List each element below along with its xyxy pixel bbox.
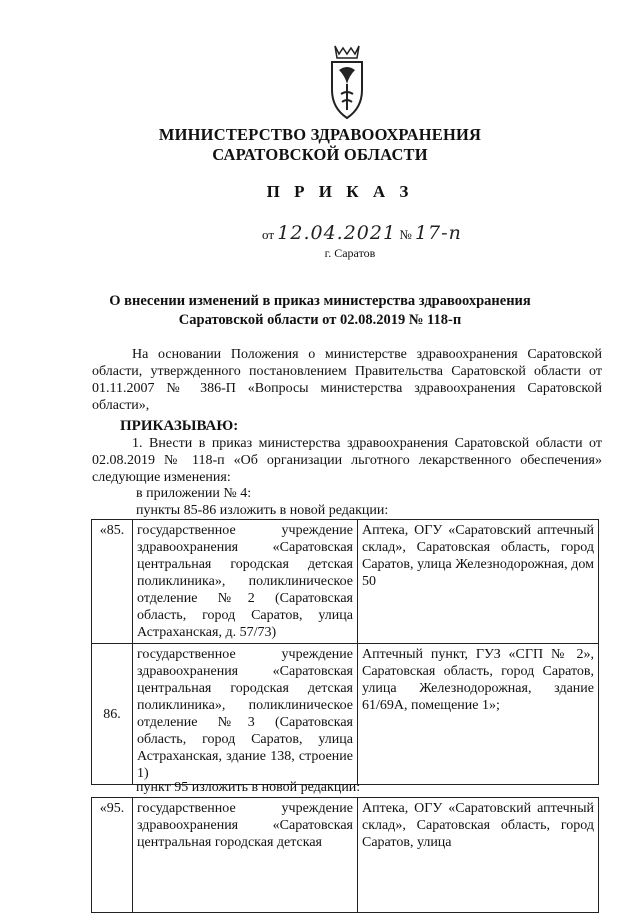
order-subject xyxy=(0,292,640,330)
number-prefix: № xyxy=(399,227,412,242)
item-1-text: 1. Внести в приказ министерства здравоохранения Саратовской области от 02.08.2019 № 118-п «Об организации льготного лекарственного обеспечения» следующие изменения: xyxy=(92,436,602,485)
table-row xyxy=(92,798,599,913)
ministry-name xyxy=(0,125,640,165)
points-85-86-line: пункты 85-86 изложить в новой редакции: xyxy=(136,503,389,518)
row-number: «95. xyxy=(92,798,133,913)
city: г. Саратов xyxy=(324,246,376,260)
handwritten-date: 12.04.2021 xyxy=(277,222,397,244)
basis-text: На основании Положения о министерстве здравоохранения Саратовской области, утвержденного постановлением Правительства Саратовской области от 01.11.2007 № 386-П «Вопросы министерства здравоохранения Саратовской области», xyxy=(92,347,602,413)
item-1-paragraph xyxy=(92,435,602,486)
subject-line-2: Саратовской области от 02.08.2019 № 118-п xyxy=(178,312,462,328)
order-word: ПРИКАЗЫВАЮ: xyxy=(120,418,239,434)
pharmacy-cell: Аптека, ОГУ «Саратовский аптечный склад», Саратовская область, город Саратов, улица Железнодорожная, дом 50 xyxy=(358,520,599,644)
table-row xyxy=(92,520,599,644)
ministry-line-2: САРАТОВСКОЙ ОБЛАСТИ xyxy=(212,145,428,164)
order-date-line xyxy=(262,222,462,244)
row-number: «85. xyxy=(92,520,133,644)
handwritten-number: 17-п xyxy=(414,222,462,244)
ministry-line-1: МИНИСТЕРСТВО ЗДРАВООХРАНЕНИЯ xyxy=(158,125,482,144)
row-number: 86. xyxy=(92,644,133,785)
institution-cell: государственное учреждение здравоохранения «Саратовская центральная городская детская xyxy=(133,798,358,913)
emblem-icon xyxy=(327,40,367,124)
table-row xyxy=(92,644,599,785)
pharmacy-table-95 xyxy=(91,797,599,913)
institution-cell: государственное учреждение здравоохранения «Саратовская центральная городская детская поликлиника», поликлиническое отделение №3 (Саратовская область, город Саратов, улица Астраханская, здание 138, строение 1) xyxy=(133,644,358,785)
pharmacy-cell: Аптечный пункт, ГУЗ «СГП № 2», Саратовская область, город Саратов, улица Железнодорожная, здание 61/69А, помещение 1»; xyxy=(358,644,599,785)
pharmacy-cell: Аптека, ОГУ «Саратовский аптечный склад», Саратовская область, город Саратов, улица xyxy=(358,798,599,913)
order-title: П Р И К А З xyxy=(266,182,414,201)
pharmacy-table-85-86 xyxy=(91,519,599,785)
date-prefix: от xyxy=(262,227,275,242)
institution-cell: государственное учреждение здравоохранения «Саратовская центральная городская детская поликлиника», поликлиническое отделение №2 (Саратовская область, город Саратов, улица Астраханская, д. 57/73) xyxy=(133,520,358,644)
basis-paragraph xyxy=(92,346,602,414)
appendix-line: в приложении № 4: xyxy=(136,486,252,501)
point-95-line: пункт 95 изложить в новой редакции: xyxy=(136,780,361,795)
subject-line-1: О внесении изменений в приказ министерства здравоохранения xyxy=(109,293,531,309)
